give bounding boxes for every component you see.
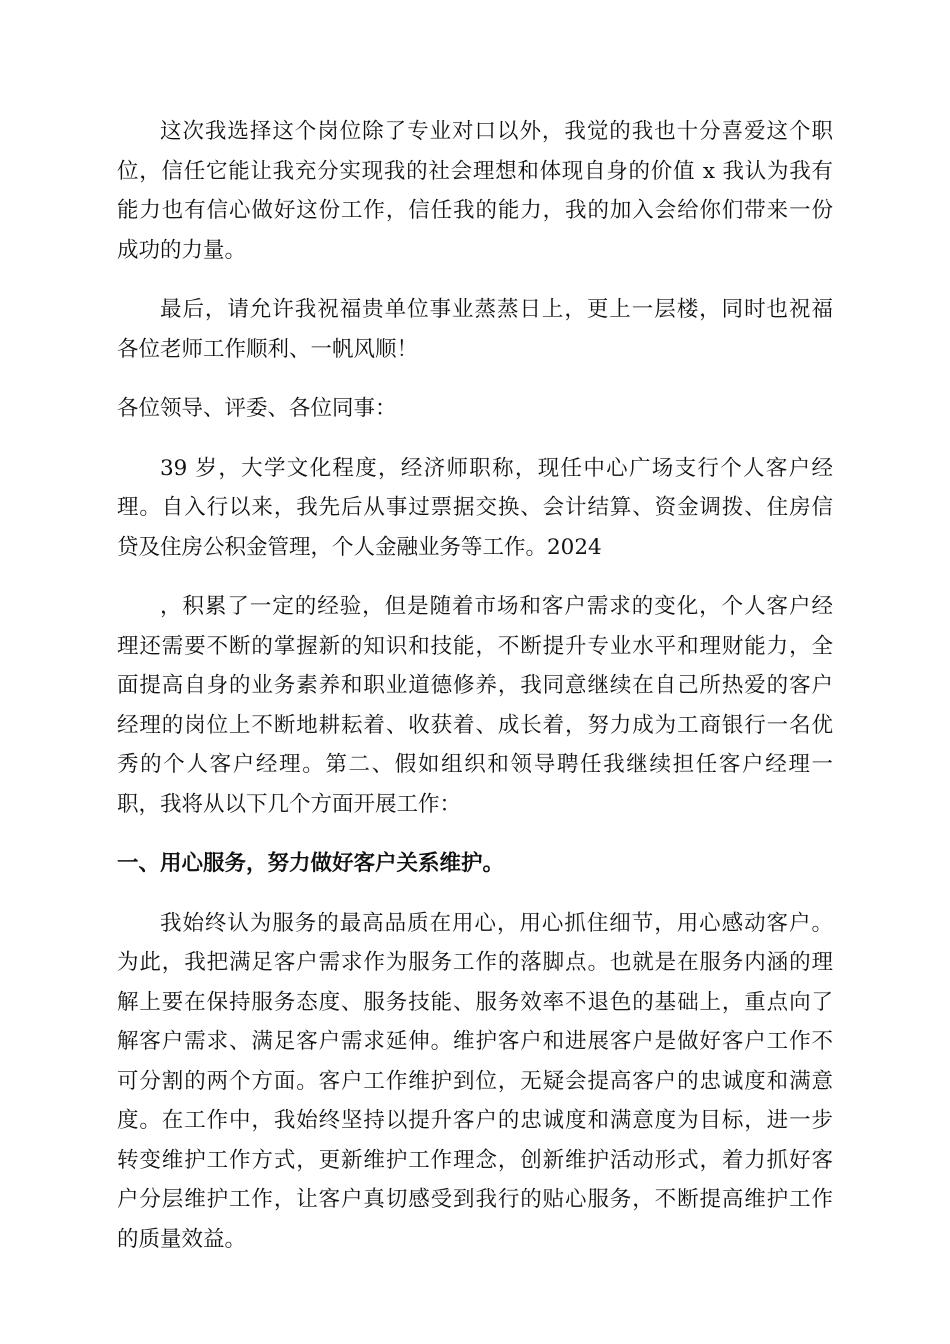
text-line: 经理的岗位上不断地耕耘着、收获着、成长着，努力成为工商银行一名优 bbox=[117, 712, 833, 738]
paragraph-service-philosophy bbox=[117, 904, 833, 1260]
text-line: 各位老师工作顺利、一帆风顺！ bbox=[117, 336, 419, 362]
paragraph-salutation bbox=[117, 389, 833, 429]
text-line: 面提高自身的业务素养和职业道德修养，我同意继续在自己所热爱的客户 bbox=[117, 673, 833, 698]
text-line: 可分割的两个方面。客户工作维护到位，无疑会提高客户的忠诚度和满意 bbox=[117, 1068, 833, 1094]
text-line: 这次我选择这个岗位除了专业对口以外，我觉的我也十分喜爱这个职 bbox=[160, 119, 833, 144]
text-line: 最后，请允许我祝福贵单位事业蒸蒸日上，更上一层楼，同时也祝福 bbox=[160, 297, 833, 322]
heading-text: 一、用心服务，努力做好客户关系维护。 bbox=[117, 851, 505, 876]
text-line: 位，信任它能让我充分实现我的社会理想和体现自身的价值 x 我认为我有 bbox=[117, 158, 833, 184]
text-line: 39 岁，大学文化程度，经济师职称，现任中心广场支行个人客户经 bbox=[160, 455, 833, 481]
text-line: 度。在工作中，我始终坚持以提升客户的忠诚度和满意度为目标，进一步 bbox=[117, 1108, 833, 1133]
text-line: 为此，我把满足客户需求作为服务工作的落脚点。也就是在服务内涵的理 bbox=[117, 950, 833, 975]
text-line: 各位领导、评委、各位同事： bbox=[117, 396, 397, 421]
text-line: 理还需要不断的掌握新的知识和技能，不断提升专业水平和理财能力，全 bbox=[117, 633, 833, 659]
text-line: 解客户需求、满足客户需求延伸。维护客户和进展客户是做好客户工作不 bbox=[117, 1029, 833, 1054]
paragraph-job-choice bbox=[117, 112, 833, 270]
text-line: 转变维护工作方式，更新维护工作理念，创新维护活动形式，着力抓好客 bbox=[117, 1147, 833, 1173]
paragraph-experience bbox=[117, 587, 833, 824]
text-line: 户分层维护工作，让客户真切感受到我行的贴心服务，不断提高维护工作 bbox=[117, 1187, 833, 1212]
text-line: 理。自入行以来，我先后从事过票据交换、会计结算、资金调拨、住房信 bbox=[117, 495, 833, 520]
text-line: ，积累了一定的经验，但是随着市场和客户需求的变化，个人客户经 bbox=[160, 594, 833, 619]
text-line: 解上要在保持服务态度、服务技能、服务效率不退色的基础上，重点向了 bbox=[117, 989, 833, 1015]
text-line: 贷及住房公积金管理，个人金融业务等工作。2024 bbox=[117, 534, 602, 560]
text-line: 的质量效益。 bbox=[117, 1226, 247, 1252]
text-line: 秀的个人客户经理。第二、假如组织和领导聘任我继续担任客户经理一 bbox=[117, 752, 833, 777]
text-line: 职，我将从以下几个方面开展工作： bbox=[117, 791, 462, 817]
paragraph-closing-wishes bbox=[117, 290, 833, 369]
text-line: 我始终认为服务的最高品质在用心，用心抓住细节，用心感动客户。 bbox=[160, 910, 833, 936]
paragraph-self-introduction bbox=[117, 449, 833, 568]
text-line: 成功的力量。 bbox=[117, 237, 247, 263]
section-heading bbox=[117, 844, 833, 884]
text-line: 能力也有信心做好这份工作，信任我的能力，我的加入会给你们带来一份 bbox=[117, 198, 833, 223]
document-page bbox=[117, 112, 833, 1279]
